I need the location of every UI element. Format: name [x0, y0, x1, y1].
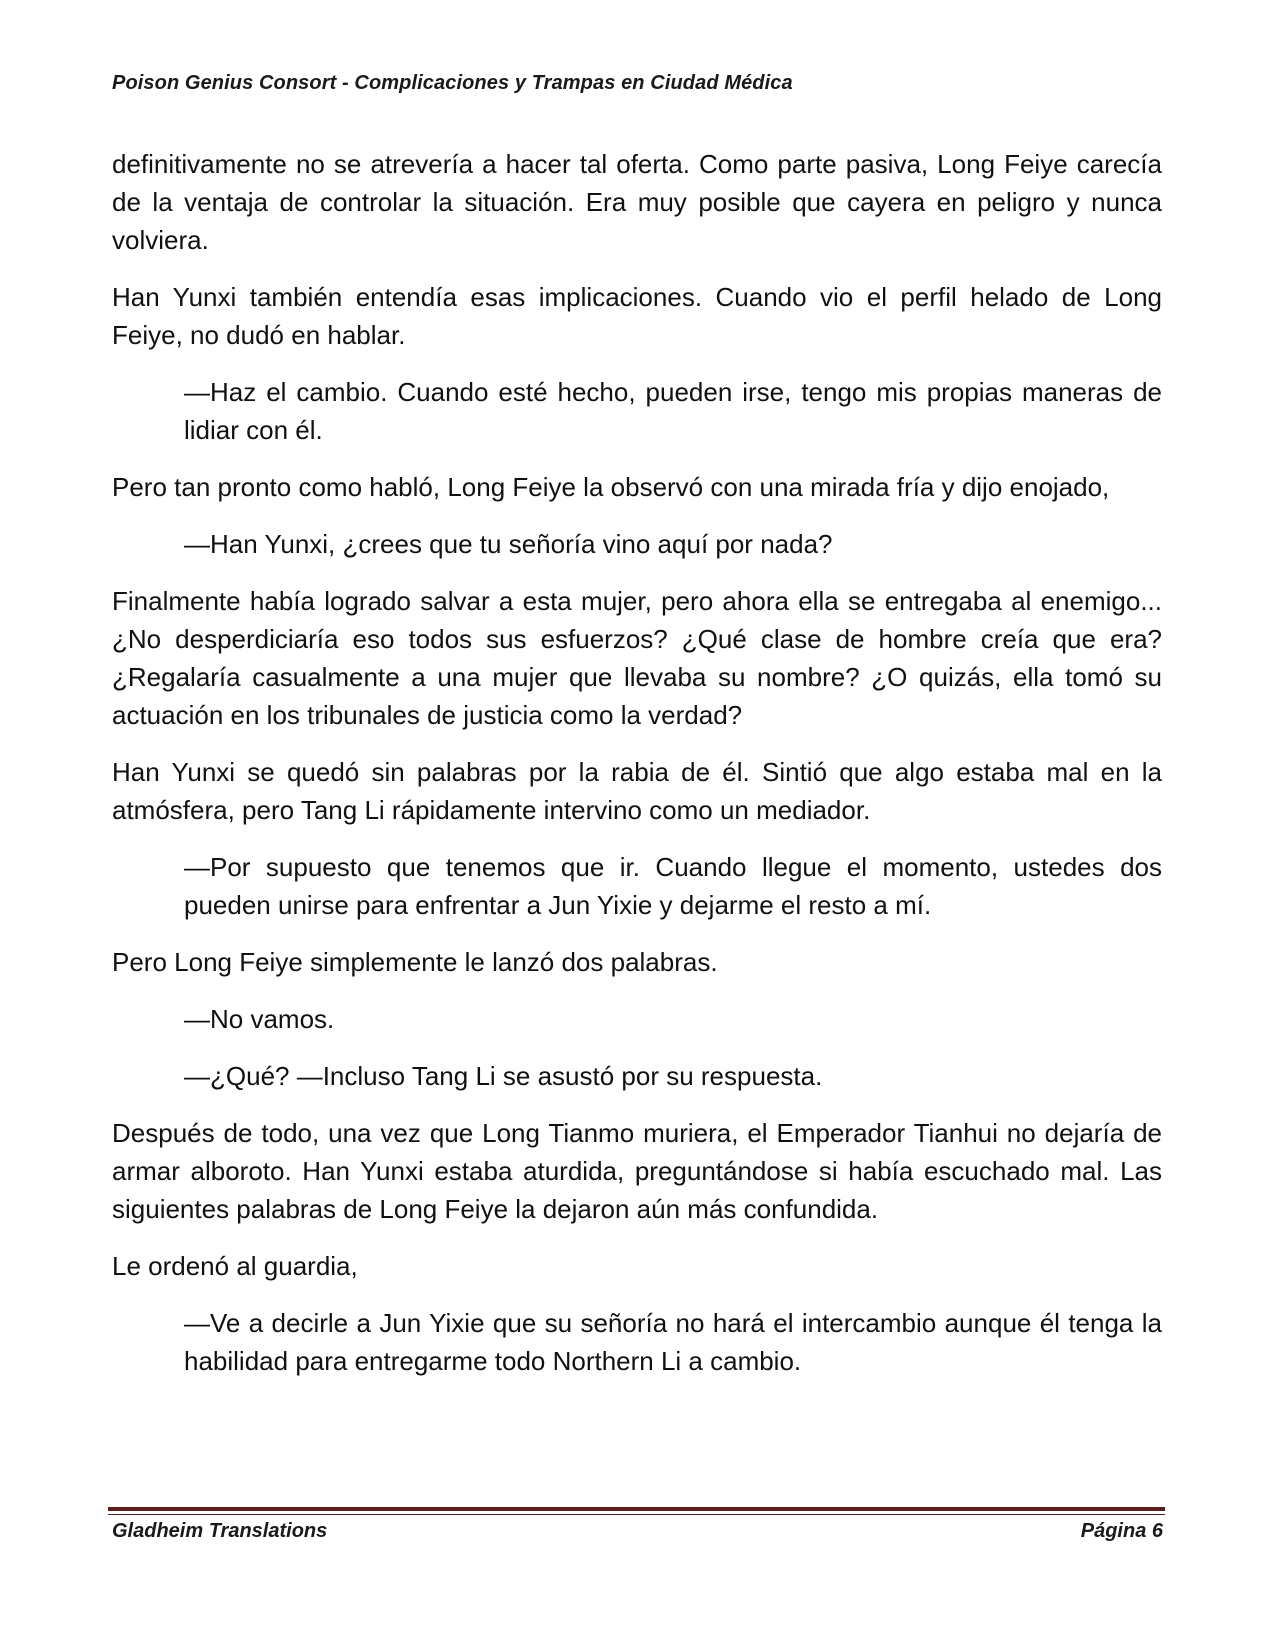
page-number: Página 6 [1080, 1520, 1163, 1542]
page-header-title: Poison Genius Consort - Complicaciones y Trampas en Ciudad Médica [112, 72, 793, 94]
dialogue-paragraph: —Haz el cambio. Cuando esté hecho, pueden irse, tengo mis propias maneras de lidiar con él. [184, 377, 1162, 445]
dialogue-paragraph: —¿Qué? —Incluso Tang Li se asustó por su respuesta. [184, 1061, 823, 1091]
dialogue-paragraph: —Por supuesto que tenemos que ir. Cuando llegue el momento, ustedes dos pueden unirse para enfrentar a Jun Yixie y dejarme el resto a mí. [184, 852, 1162, 920]
paragraph: Han Yunxi también entendía esas implicaciones. Cuando vio el perfil helado de Long Feiye, no dudó en hablar. [112, 282, 1162, 350]
paragraph: Le ordenó al guardia, [112, 1251, 358, 1281]
paragraph: Después de todo, una vez que Long Tianmo muriera, el Emperador Tianhui no dejaría de armar alboroto. Han Yunxi estaba aturdida, preguntándose si había escuchado mal. Las siguientes palabras de Long Feiye la dejaron aún más confundida. [112, 1118, 1162, 1224]
dialogue-paragraph: —No vamos. [184, 1004, 335, 1034]
dialogue-paragraph: —Ve a decirle a Jun Yixie que su señoría no hará el intercambio aunque él tenga la habilidad para entregarme todo Northern Li a cambio. [184, 1308, 1162, 1376]
footer-publisher: Gladheim Translations [112, 1520, 328, 1542]
dialogue-paragraph: —Han Yunxi, ¿crees que tu señoría vino aquí por nada? [184, 529, 833, 559]
document-body [112, 145, 1162, 1399]
paragraph: Finalmente había logrado salvar a esta mujer, pero ahora ella se entregaba al enemigo... ¿No desperdiciaría eso todos sus esfuerzos? ¿Qué clase de hombre creía que era? ¿Regalaría casualmente a una mujer que llevaba su nombre? ¿O quizás, ella tomó su actuación en los tribunales de justicia como la verdad? [112, 586, 1162, 730]
paragraph: definitivamente no se atrevería a hacer tal oferta. Como parte pasiva, Long Feiye carecía de la ventaja de controlar la situación. Era muy posible que cayera en peligro y nunca volviera. [112, 149, 1162, 255]
paragraph: Han Yunxi se quedó sin palabras por la rabia de él. Sintió que algo estaba mal en la atmósfera, pero Tang Li rápidamente intervino como un mediador. [112, 757, 1162, 825]
paragraph: Pero Long Feiye simplemente le lanzó dos palabras. [112, 947, 718, 977]
footer-divider-thin [108, 1514, 1165, 1515]
footer-divider [108, 1507, 1165, 1511]
paragraph: Pero tan pronto como habló, Long Feiye la observó con una mirada fría y dijo enojado, [112, 472, 1110, 502]
